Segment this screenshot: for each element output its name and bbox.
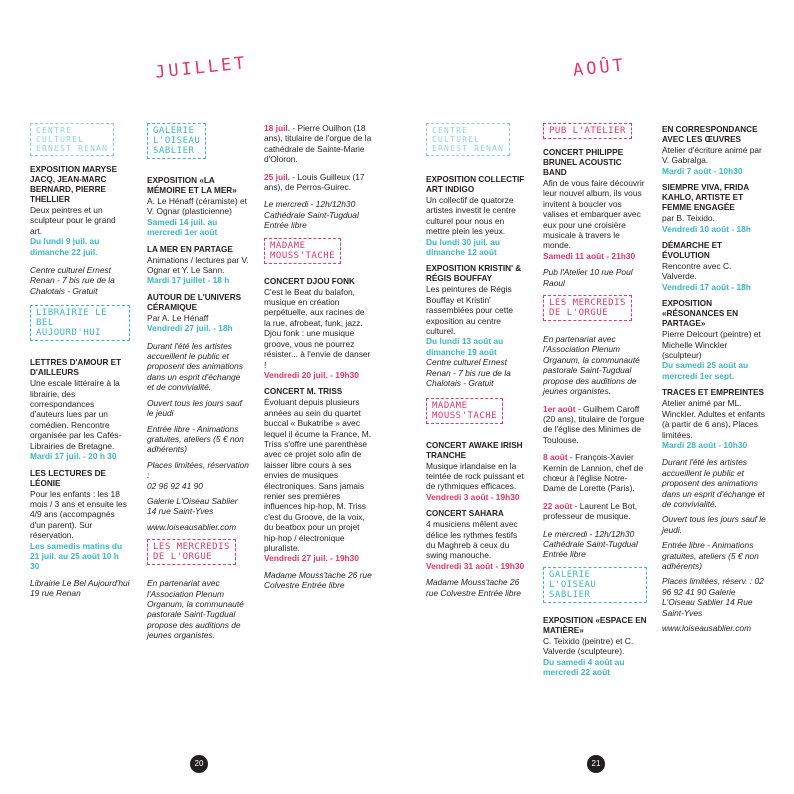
- event-philippe-brunel: [543, 148, 647, 288]
- event-date: Vendredi 27 juil. - 18h: [147, 323, 233, 334]
- event-lectures-leonie: [30, 469, 130, 599]
- orgue-date-3: 22 août - Laurent Le Bot, professeur de musique.: [543, 500, 638, 522]
- event-title: CONCERT SAHARA: [426, 509, 504, 519]
- event-date: Samedi 11 août - 21h30: [543, 250, 636, 261]
- venue-box-mercredis-orgue: LES MERCREDIS DE L'ORGUE: [147, 539, 236, 565]
- event-awake-irish: [426, 441, 526, 503]
- event-date: Vendredi 31 août - 19h30: [426, 560, 525, 571]
- event-lettres-amour: [30, 358, 130, 461]
- event-text: Pierre Delcourt (peintre) et Michelle Winckler (sculpteur): [662, 329, 761, 361]
- page-number-left: 20: [190, 755, 208, 773]
- venue-box-galerie: GALERIE L'OISEAU SABLIER: [543, 567, 647, 603]
- event-correspondance: [662, 125, 766, 176]
- event-date: Mardi 7 août - 10h30: [662, 165, 743, 176]
- heading-juillet: JUILLET: [154, 53, 249, 83]
- website-link[interactable]: www.loiseausablier.com: [147, 521, 237, 532]
- event-date: Les samedis matins du 21 juil. au 25 août 10 h 30: [30, 540, 123, 572]
- venue-box-galerie: GALERIE L'OISEAU SABLIER: [147, 123, 206, 159]
- event-kristin-bouffay: [426, 264, 526, 388]
- event-title: EXPOSITION «ESPACE EN MATIÈRE»: [543, 615, 647, 635]
- event-date: Vendredi 10 août - 18h: [662, 223, 751, 234]
- event-demarche-evolution: [662, 241, 766, 292]
- orgue-intro: En partenariat avec l'Association Plenum Organum, la communauté pastorale Saint-Tugdual propose des auditions de jeunes organistes.: [147, 578, 244, 641]
- event-date: Vendredi 20 juil. - 19h30: [264, 369, 359, 380]
- page-number-right: 21: [587, 755, 605, 773]
- event-text: Par A. Le Hénaff: [147, 312, 209, 323]
- event-univers-ceramique: [147, 293, 249, 334]
- galerie-info: Durant l'été les artistes accueillent le public et proposent des animations dans un esprit d'échange et de convivialité. Ouvert tous les jours sauf le jeudi Entrée libre - Animations gratuites, ateliers (5 € non adhérents) Places limitées, réservation : 02 96 92 41 90 Galerie L'Oiseau Sablier 14 rue Saint-Yves www.loiseausablier.com: [147, 340, 249, 532]
- event-title: CONCERT AWAKE IRISH TRANCHE: [426, 440, 523, 460]
- event-venue: Madame Mouss'tache 26 rue Colvestre Entrée libre: [426, 577, 521, 598]
- event-date: Vendredi 17 août - 18h: [662, 281, 751, 292]
- orgue-venue: Le mercredi - 12h/12h30 Cathédrale Saint-Tugdual Entrée libre: [543, 528, 638, 560]
- event-date: Mardi 17 juillet - 18 h: [147, 275, 230, 286]
- event-date: Mardi 17 juil. - 20 h 30: [30, 451, 117, 462]
- website-link[interactable]: www.loiseausablier.com: [662, 623, 752, 633]
- venue-box-pub-atelier: PUB L'ATELIER: [543, 123, 632, 139]
- event-title: TRACES ET EMPREINTES: [662, 388, 764, 398]
- event-text: Une escale littéraire à la librairie, des correspondances d'auteurs lues par un comédien. Rencontre organisée par les Cafés-Librairies de Bretagne.: [30, 378, 122, 451]
- event-date: Du lundi 13 août au dimanche 19 août: [426, 336, 504, 357]
- event-resonances-partage: [662, 299, 766, 381]
- event-title: LA MER EN PARTAGE: [147, 244, 233, 254]
- event-sahara: [426, 509, 526, 598]
- event-djou-fonk: [264, 277, 372, 381]
- event-text: 4 musiciens mêlent avec délice les rythmes festifs du Maghreb à ceux du swing manouche.: [426, 519, 518, 561]
- event-date: Vendredi 27 juil. - 19h30: [264, 553, 359, 564]
- venue-box-mercredis-orgue: LES MERCREDIS DE L'ORGUE: [543, 295, 632, 321]
- event-date: Vendredi 3 août - 19h30: [426, 491, 520, 502]
- column-6: [662, 125, 766, 640]
- event-title: CONCERT PHILIPPE BRUNEL ACOUSTIC BAND: [543, 148, 624, 177]
- event-text: par B. Teixido.: [662, 213, 715, 224]
- event-maryse-jacq: [30, 165, 130, 296]
- event-text: A. Le Hénaff (céramiste) et V. Ognar (plasticienne): [147, 196, 247, 217]
- event-art-indigo: [426, 175, 526, 257]
- event-venue: Centre culturel Ernest Renan - 7 bis rue de la Chalotais - Gratuit: [426, 357, 511, 389]
- column-4: [426, 123, 526, 605]
- event-title: DÉMARCHE ET ÉVOLUTION: [662, 241, 723, 261]
- event-title: EXPOSITION KRISTIN' & RÉGIS BOUFFAY: [426, 264, 522, 284]
- galerie-info: Durant l'été les artistes accueillent le public et proposent des animations dans un esprit d'échange et de convivialité. Ouvert tous les jours sauf le jeudi. Entrée libre - Animations gratuites, ateliers (5 € non adhérents) Places limitées, réserv. : 02 96 92 41 90 Galerie L'Oiseau Sablier 14 Rue Saint-Yves www.loiseausablier.com: [662, 457, 766, 633]
- event-text: Musique irlandaise en la teintée de rock puissant et de rythmiques efficaces.: [426, 460, 524, 492]
- event-title: CONCERT M. TRISS: [264, 387, 343, 397]
- venue-box-librairie: LIBRAIRIE LE BEL AUJOURD'HUI: [30, 305, 130, 341]
- event-text: Rencontre avec C. Valverde.: [662, 261, 732, 282]
- venue-box-madame-moustache: MADAME MOUSS'TACHE: [264, 238, 341, 264]
- event-title: SIEMPRE VIVA, FRIDA KAHLO, ARTISTE ET FEMME ENGAGÉE: [662, 183, 749, 213]
- event-date: Mardi 28 août - 10h30: [662, 439, 748, 450]
- event-traces-empreintes: [662, 388, 766, 450]
- event-title: CONCERT DJOU FONK: [264, 276, 355, 286]
- venue-box-centre-culturel: CENTRE CULTUREL ERNEST RENAN: [30, 123, 114, 156]
- orgue-date-1: 1er août - Guilhem Caroff (20 ans), titulaire de l'orgue de l'église des Minimes de Toulouse.: [543, 403, 645, 445]
- column-3: [264, 123, 372, 598]
- heading-aout: AOÛT: [572, 55, 627, 81]
- event-date: Du samedi 4 août au mercredi 22 août: [543, 656, 625, 677]
- event-frida-kahlo: [662, 183, 766, 234]
- orgue-date-2: 8 août - François-Xavier Kernin de Lannion, chef de chœur à l'église Notre-Dame de Lorette (Paris).: [543, 452, 644, 494]
- event-venue: Librairie Le Bel Aujourd'hui 19 rue Renan: [30, 577, 130, 599]
- event-text: Deux peintres et un sculpteur pour le grand art.: [30, 205, 116, 236]
- event-date: Samedi 14 juil. au mercredi 1er août: [147, 216, 218, 238]
- event-title: EXPOSITION «LA MÉMOIRE ET LA MER»: [147, 176, 237, 195]
- orgue-date-2: 25 juil. - Louis Guilleux (17 ans), de Perros-Guirec.: [264, 171, 365, 193]
- event-title: EXPOSITION «RÉSONANCES EN PARTAGE»: [662, 299, 738, 329]
- column-1: [30, 123, 130, 606]
- event-date: Du lundi 9 juil. au dimanche 22 juil.: [30, 236, 100, 257]
- event-title: EN CORRESPONDANCE AVEC LES ŒUVRES: [662, 125, 758, 144]
- orgue-venue: Le mercredi - 12h/12h30 Cathédrale Saint-Tugdual Entrée libre: [264, 199, 359, 231]
- event-title: EXPOSITION COLLECTIF ART INDIGO: [426, 175, 525, 194]
- event-title: EXPOSITION MARYSE JACQ, JEAN-MARC BERNARD, PIERRE THELLIER: [30, 165, 118, 204]
- event-espace-matiere: [543, 616, 647, 678]
- event-mer-en-partage: [147, 245, 249, 286]
- venue-box-madame-moustache: MADAME MOUSS'TACHE: [426, 398, 503, 424]
- event-date: Du samedi 25 août au mercredi 1er sept.: [662, 360, 749, 381]
- event-title: LES LECTURES DE LÉONIE: [30, 468, 106, 488]
- event-text: Un collectif de quatorze artistes investit le centre culturel pour nous en mettre plein les yeux.: [426, 195, 516, 237]
- event-text: Les peintures de Régis Bouffay et Kristin' rassemblées pour cette exposition au centre culturel.: [426, 284, 514, 337]
- venue-box-centre-culturel: CENTRE CULTUREL ERNEST RENAN: [426, 123, 510, 156]
- event-text: C. Teixido (peintre) et C. Valverde (sculpteure).: [543, 635, 634, 657]
- event-venue: Pub l'Atelier 10 rue Poul Raoul: [543, 267, 633, 288]
- event-text: Animations / lectures par V. Ognar et Y. Le Sann.: [147, 254, 249, 276]
- orgue-date-1: 18 juil. - Pierre Ouilhon (18 ans), titulaire de l'orgue de la cathédrale de Sainte-Marie d'Oloron.: [264, 123, 372, 165]
- event-m-triss: [264, 387, 372, 590]
- column-5: [543, 123, 647, 684]
- event-text: Atelier animé par ML. Winckler. Adultes et enfants (à partir de 6 ans). Places limitées.: [662, 398, 765, 440]
- event-memoire-mer: [147, 176, 249, 238]
- column-2: [147, 123, 249, 648]
- event-text: Évoluant depuis plusieurs années au sein du quartet buccal « Bukatribe » avec lequel il écume la France, M. Triss s'offre une parenthèse avec ce projet solo afin de laisser libre cours à ses envies de musiques électroniques. Sans jamais renier ses premières influences hip-hop, M. Triss c'est du Groove, de la voix, du beatbox pour un projet hip-hop / électronique pluraliste.: [264, 397, 372, 553]
- event-date: Du lundi 30 juil. au dimanche 12 août: [426, 236, 500, 258]
- event-venue: Madame Mouss'tache 26 rue Colvestre Entrée libre: [264, 569, 372, 591]
- orgue-intro: En partenariat avec l'Association Plenum Organum, la communauté pastorale Saint-Tugdual propose des auditions de jeunes organistes.: [543, 334, 640, 397]
- event-text: Afin de vous faire découvrir leur nouvel album, ils vous invitent à boucler vos valises et embarquer avec eux pour une croisière musicale à travers le monde.: [543, 178, 645, 251]
- event-text: C'est le Beat du balafon, musique en création perpétuelle, aux racines de la rue, afrobeat, funk, jazz. Djou fonk : une musique groove, vous ne pourrez résister... à l'envie de danser !: [264, 286, 371, 370]
- event-text: Pour les enfants : les 18 mois / 3 ans et ensuite les 4/9 ans (accompagnés d'un parent). Sur réservation.: [30, 488, 127, 541]
- event-venue: Centre culturel Ernest Renan - 7 bis rue de la Chalotais - Gratuit: [30, 265, 115, 296]
- event-title: AUTOUR DE L'UNIVERS CÉRAMIQUE: [147, 292, 242, 312]
- event-text: Atelier d'écriture animé par V. Gabralga.: [662, 145, 762, 166]
- event-title: LETTRES D'AMOUR ET D'AILLEURS: [30, 358, 122, 378]
